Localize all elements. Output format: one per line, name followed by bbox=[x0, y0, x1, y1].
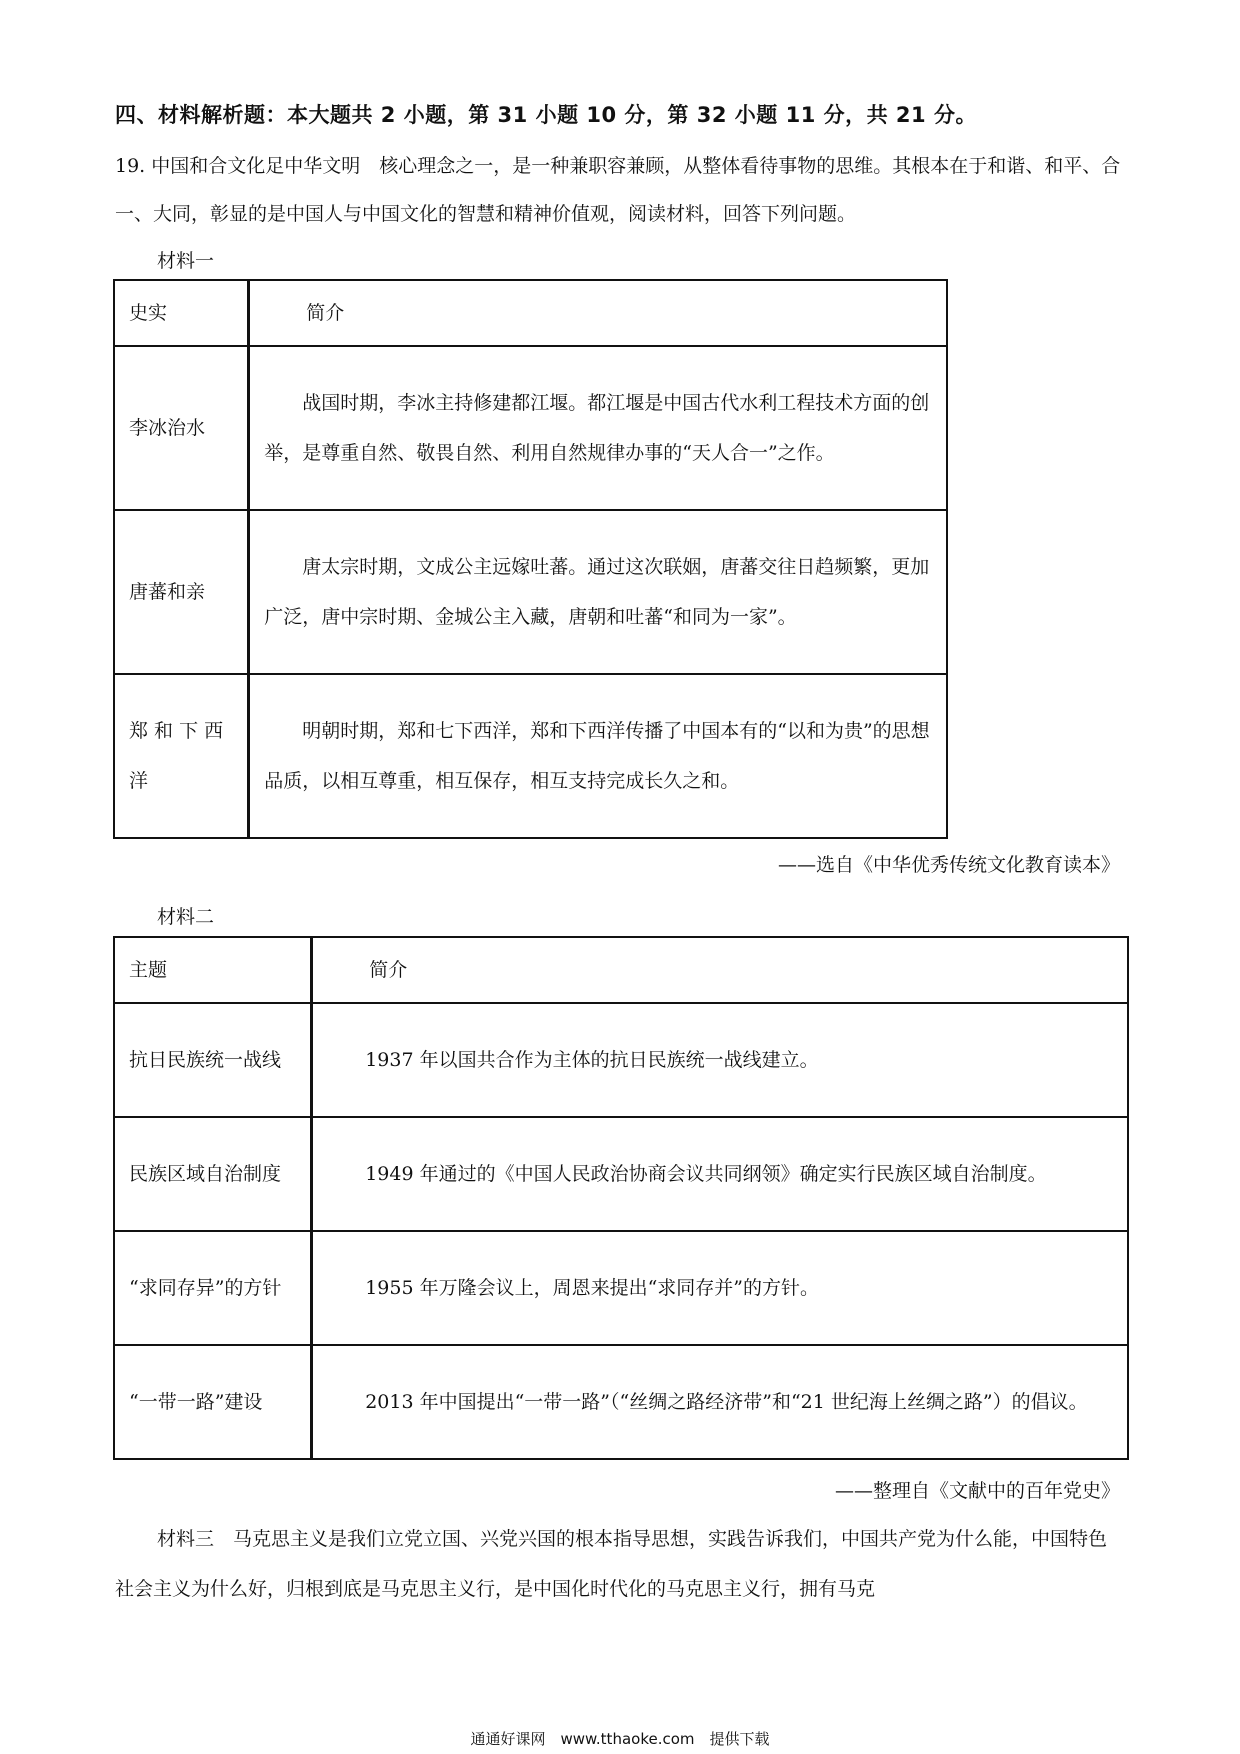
description-cell: 2013 年中国提出“一带一路”（“丝绸之路经济带”和“21 世纪海上丝绸之路”）的倡议。 bbox=[312, 1345, 1128, 1459]
header-cell: 简介 bbox=[249, 280, 947, 346]
topic-cell: 郑 和 下 西 洋 bbox=[114, 674, 249, 838]
topic-cell: 李冰治水 bbox=[114, 346, 249, 510]
material-two-label: 材料二 bbox=[157, 906, 215, 928]
header-cell: 史实 bbox=[114, 280, 249, 346]
question-19-text: 19. 中国和合文化足中华文明 核心理念之一，是一种兼职容兼顾，从整体看待事物的思维。其根本在于和谐、和平、合一、大同，彰显的是中国人与中国文化的智慧和精神价值观，阅读材料，回答下列问题。 bbox=[115, 155, 1121, 225]
material-two-source: ——整理自《文献中的百年党史》 bbox=[834, 1480, 1120, 1502]
section-heading: 四、材料解析题：本大题共 2 小题，第 31 小题 10 分，第 32 小题 11 分，共 21 分。 bbox=[115, 103, 977, 127]
description-cell: 明朝时期，郑和七下西洋，郑和下西洋传播了中国本有的“以和为贵”的思想品质，以相互尊重，相互保存，相互支持完成长久之和。 bbox=[249, 674, 947, 838]
topic-cell: 抗日民族统一战线 bbox=[114, 1003, 312, 1117]
material-one-label: 材料一 bbox=[157, 250, 215, 272]
description-cell: 1955 年万隆会议上，周恩来提出“求同存并”的方针。 bbox=[312, 1231, 1128, 1345]
header-cell: 主题 bbox=[114, 937, 312, 1003]
table-header-row bbox=[114, 280, 947, 346]
header-cell: 简介 bbox=[312, 937, 1128, 1003]
description-cell: 唐太宗时期，文成公主远嫁吐蕃。通过这次联姻，唐蕃交往日趋频繁，更加广泛，唐中宗时期、金城公主入藏，唐朝和吐蕃“和同为一家”。 bbox=[249, 510, 947, 674]
table-row bbox=[114, 1231, 1128, 1345]
material-two-table bbox=[113, 936, 1129, 1460]
table-row bbox=[114, 1003, 1128, 1117]
material-three-text: 材料三 马克思主义是我们立党立国、兴党兴国的根本指导思想，实践告诉我们，中国共产党为什么能，中国特色社会主义为什么好，归根到底是马克思主义行，是中国化时代化的马克思主义行，拥有马克 bbox=[115, 1528, 1108, 1600]
description-cell: 1937 年以国共合作为主体的抗日民族统一战线建立。 bbox=[312, 1003, 1128, 1117]
topic-cell: 民族区域自治制度 bbox=[114, 1117, 312, 1231]
page-footer: 通通好课网 www.tthaoke.com 提供下载 bbox=[470, 1730, 770, 1748]
table-row bbox=[114, 1345, 1128, 1459]
topic-cell: 唐蕃和亲 bbox=[114, 510, 249, 674]
description-cell: 1949 年通过的《中国人民政治协商会议共同纲领》确定实行民族区域自治制度。 bbox=[312, 1117, 1128, 1231]
material-one-table bbox=[113, 279, 948, 839]
topic-cell: “求同存异”的方针 bbox=[114, 1231, 312, 1345]
material-one-source: ——选自《中华优秀传统文化教育读本》 bbox=[777, 854, 1120, 876]
table-row bbox=[114, 1117, 1128, 1231]
table-row bbox=[114, 346, 947, 510]
topic-cell: “一带一路”建设 bbox=[114, 1345, 312, 1459]
table-row bbox=[114, 674, 947, 838]
description-cell: 战国时期，李冰主持修建都江堰。都江堰是中国古代水利工程技术方面的创举，是尊重自然、敬畏自然、利用自然规律办事的“天人合一”之作。 bbox=[249, 346, 947, 510]
table-row bbox=[114, 510, 947, 674]
table-header-row bbox=[114, 937, 1128, 1003]
